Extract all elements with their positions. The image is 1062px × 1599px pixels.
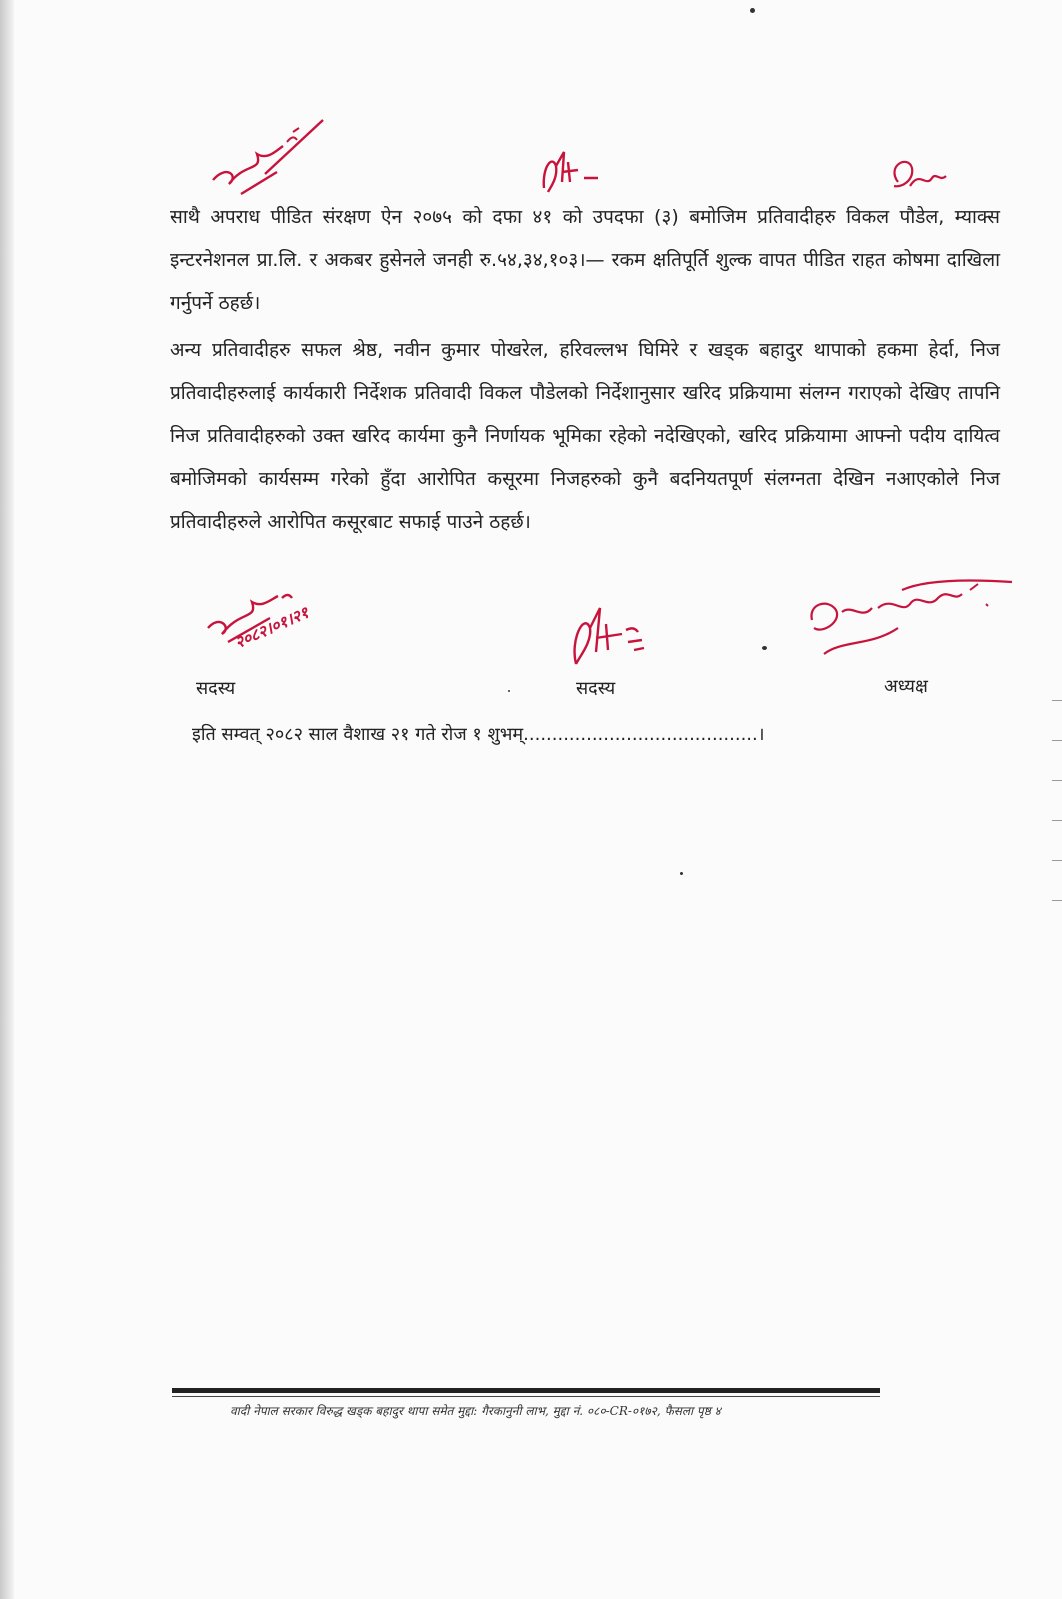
role-member-left: सदस्य	[196, 678, 236, 699]
page-footer: वादी नेपाल सरकार विरुद्ध खड्क बहादुर थापा समेत मुद्दा: गैरकानुनी लाभ, मुद्दा नं. ०८०-CR-०१७२, फैसला पृष्ठ ४	[230, 1404, 721, 1418]
edge-tick	[1052, 900, 1062, 901]
judgment-paragraph-compensation: साथै अपराध पीडित संरक्षण ऐन २०७५ को दफा ४१ को उपदफा (३) बमोजिम प्रतिवादीहरु विकल पौडेल, म्याक्स इन्टरनेशनल प्रा.लि. र अकबर हुसेनले जनही रु.५४,३४,१०३।— रकम क्षतिपूर्ति शुल्क वापत पीडित राहत कोषमा दाखिला गर्नुपर्ने ठहर्छ।	[170, 206, 1000, 314]
role-chair: अध्यक्ष	[884, 676, 928, 697]
edge-tick	[1052, 820, 1062, 821]
ink-speck	[762, 646, 767, 650]
member-initials-top-center	[538, 148, 608, 196]
chair-signature	[802, 568, 1022, 668]
edge-tick	[1052, 700, 1062, 701]
closing-line: इति सम्वत् २०८२ साल वैशाख २१ गते रोज १ शुभम्.........................................।	[192, 724, 765, 745]
member-center-signature	[566, 602, 666, 672]
member-left-signature	[200, 588, 350, 660]
member-initials-top-left	[205, 112, 335, 202]
role-member-center: सदस्य	[576, 678, 616, 699]
edge-tick	[1052, 740, 1062, 741]
ink-speck	[750, 8, 755, 13]
binding-shadow	[0, 0, 14, 1599]
chair-initials-top-right	[880, 152, 950, 202]
ink-speck	[508, 690, 510, 692]
judgment-paragraph-acquittal: अन्य प्रतिवादीहरु सफल श्रेष्ठ, नवीन कुमार पोखरेल, हरिवल्लभ घिमिरे र खड्क बहादुर थापाको हकमा हेर्दा, निज प्रतिवादीहरुलाई कार्यकारी निर्देशक प्रतिवादी विकल पौडेलको निर्देशानुसार खरिद प्रक्रियामा संलग्न गराएको देखिए तापनि निज प्रतिवादीहरुको उक्त खरिद कार्यमा कुनै निर्णायक भूमिका रहेको नदेखिएको, खरिद प्रक्रियामा आफ्नो पदीय दायित्व बमोजिमको कार्यसम्म गरेको हुँदा आरोपित कसूरमा निजहरुको कुनै बदनियतपूर्ण संलग्नता देखिन नआएकोले निज प्रतिवादीहरुले आरोपित कसूरबाट सफाई पाउने ठहर्छ।	[170, 339, 1000, 533]
edge-tick	[1052, 860, 1062, 861]
footer-rule	[172, 1388, 880, 1393]
handwritten-date: २०८२।०१।२१	[231, 602, 312, 653]
ink-speck	[680, 872, 683, 875]
footer-rule-thin	[172, 1396, 880, 1397]
edge-tick	[1052, 780, 1062, 781]
